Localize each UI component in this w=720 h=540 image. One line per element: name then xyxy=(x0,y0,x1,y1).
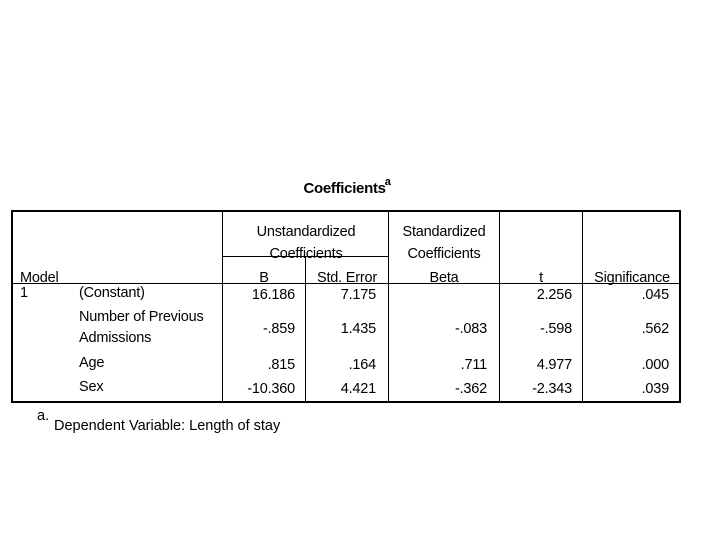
header-standardized-line2: Coefficients xyxy=(407,246,481,262)
cell-sig: .000 xyxy=(641,357,669,373)
row-label: (Constant) xyxy=(79,285,145,301)
row-label: Number of Previous xyxy=(79,309,204,325)
header-significance: Significance xyxy=(594,270,670,286)
cell-beta: .711 xyxy=(460,357,487,373)
cell-std-error: 4.421 xyxy=(340,381,376,397)
header-standardized-line1: Standardized xyxy=(402,224,486,240)
cell-t: 4.977 xyxy=(536,357,572,373)
title-footnote-marker: a xyxy=(384,176,391,188)
cell-t: 2.256 xyxy=(536,287,572,303)
footnote-text: Dependent Variable: Length of stay xyxy=(54,418,281,434)
model-number: 1 xyxy=(20,285,28,301)
cell-b: .815 xyxy=(267,357,295,373)
cell-beta: -.362 xyxy=(454,381,487,397)
header-unstandardized-line1: Unstandardized xyxy=(256,224,356,240)
cell-beta: -.083 xyxy=(454,321,487,337)
row-label: Age xyxy=(79,355,105,371)
header-b: B xyxy=(259,270,269,286)
cell-t: -.598 xyxy=(539,321,572,337)
cell-t: -2.343 xyxy=(532,381,572,397)
cell-sig: .045 xyxy=(641,287,669,303)
footnote-marker: a. xyxy=(37,408,50,424)
header-unstandardized-line2: Coefficients xyxy=(269,246,343,262)
cell-b: -10.360 xyxy=(247,381,295,397)
table-title xyxy=(0,178,694,197)
header-t: t xyxy=(539,270,543,286)
cell-std-error: 7.175 xyxy=(340,287,376,303)
row-label-line2: Admissions xyxy=(79,330,152,346)
header-beta: Beta xyxy=(429,270,459,286)
header-model: Model xyxy=(20,270,59,286)
header-std-error: Std. Error xyxy=(316,270,378,286)
title-text: Coefficients xyxy=(303,180,386,197)
cell-b: -.859 xyxy=(262,321,295,337)
row-label: Sex xyxy=(79,379,104,395)
cell-sig: .562 xyxy=(641,321,669,337)
cell-sig: .039 xyxy=(641,381,669,397)
coefficients-table xyxy=(11,210,681,403)
cell-b: 16.186 xyxy=(251,287,295,303)
cell-std-error: .164 xyxy=(348,357,376,373)
cell-std-error: 1.435 xyxy=(340,321,376,337)
